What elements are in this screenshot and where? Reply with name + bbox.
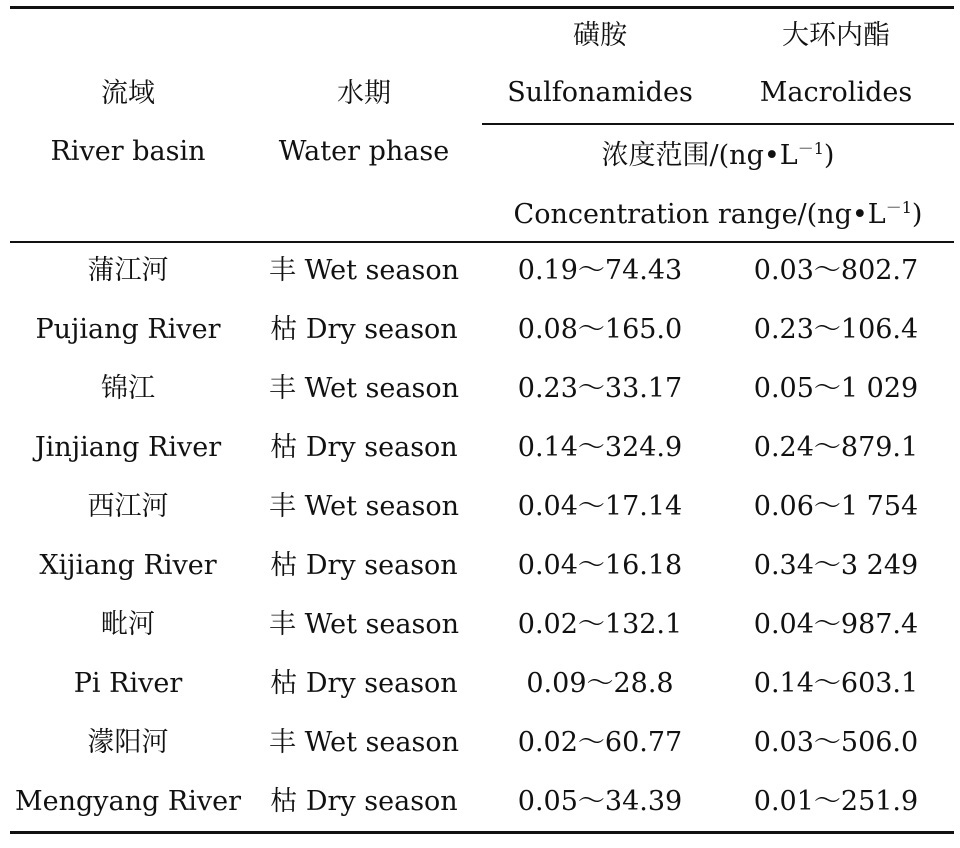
cell-macrolides: 0.03～802.7 bbox=[753, 255, 919, 286]
cell-basin: Pi River bbox=[73, 668, 183, 699]
header-range-cn-text: 浓度范围/(ng•L bbox=[601, 140, 798, 171]
header-range-cn-exponent: －1 bbox=[797, 139, 824, 158]
cell-phase: 丰 Wet season bbox=[269, 373, 459, 404]
header-sulfonamides-cn: 磺胺 bbox=[573, 20, 627, 51]
cell-macrolides: 0.24～879.1 bbox=[753, 432, 919, 463]
cell-basin: 西江河 bbox=[87, 491, 169, 522]
concentration-table bbox=[10, 6, 954, 838]
header-range-cn-close: ) bbox=[823, 140, 835, 171]
cell-sulfonamides: 0.04～16.18 bbox=[517, 550, 683, 581]
cell-phase: 枯 Dry season bbox=[270, 550, 458, 581]
cell-basin: 毗河 bbox=[101, 609, 155, 640]
cell-phase: 丰 Wet season bbox=[269, 609, 459, 640]
cell-sulfonamides: 0.05～34.39 bbox=[517, 786, 683, 817]
header-range-en bbox=[482, 199, 954, 231]
cell-phase: 枯 Dry season bbox=[270, 314, 458, 345]
header-range-en-close: ) bbox=[911, 199, 923, 230]
header-sub-rule bbox=[482, 123, 954, 125]
header-sulfonamides-en: Sulfonamides bbox=[507, 77, 693, 108]
header-phase-en: Water phase bbox=[278, 136, 450, 167]
cell-sulfonamides: 0.19～74.43 bbox=[517, 255, 683, 286]
cell-sulfonamides: 0.23～33.17 bbox=[517, 373, 683, 404]
cell-basin: 蒲江河 bbox=[87, 255, 169, 286]
header-bottom-rule bbox=[10, 241, 954, 243]
cell-sulfonamides: 0.04～17.14 bbox=[517, 491, 683, 522]
cell-sulfonamides: 0.02～132.1 bbox=[517, 609, 683, 640]
cell-sulfonamides: 0.02～60.77 bbox=[517, 727, 683, 758]
cell-macrolides: 0.04～987.4 bbox=[753, 609, 919, 640]
cell-phase: 枯 Dry season bbox=[270, 432, 458, 463]
cell-basin: Jinjiang River bbox=[34, 432, 222, 463]
cell-basin: Xijiang River bbox=[39, 550, 217, 581]
cell-macrolides: 0.01～251.9 bbox=[753, 786, 919, 817]
cell-macrolides: 0.34～3 249 bbox=[753, 550, 919, 581]
header-range-en-exponent: －1 bbox=[885, 198, 912, 217]
cell-phase: 丰 Wet season bbox=[269, 491, 459, 522]
cell-sulfonamides: 0.09～28.8 bbox=[526, 668, 674, 699]
header-range-cn bbox=[482, 140, 954, 172]
cell-phase: 枯 Dry season bbox=[270, 786, 458, 817]
table-top-rule bbox=[10, 6, 954, 9]
cell-sulfonamides: 0.08～165.0 bbox=[517, 314, 683, 345]
cell-basin: 锦江 bbox=[101, 373, 155, 404]
header-basin-cn: 流域 bbox=[101, 78, 155, 109]
cell-basin: 濛阳河 bbox=[87, 727, 169, 758]
cell-macrolides: 0.06～1 754 bbox=[753, 491, 919, 522]
cell-macrolides: 0.23～106.4 bbox=[753, 314, 919, 345]
header-phase-cn: 水期 bbox=[337, 78, 391, 109]
cell-phase: 枯 Dry season bbox=[270, 668, 458, 699]
header-range-en-text: Concentration range/(ng•L bbox=[513, 199, 886, 230]
cell-macrolides: 0.05～1 029 bbox=[753, 373, 919, 404]
cell-phase: 丰 Wet season bbox=[269, 255, 459, 286]
table-bottom-rule bbox=[10, 831, 954, 834]
cell-sulfonamides: 0.14～324.9 bbox=[517, 432, 683, 463]
header-macrolides-en: Macrolides bbox=[759, 77, 913, 108]
cell-basin: Pujiang River bbox=[35, 314, 221, 345]
header-macrolides-cn: 大环内酯 bbox=[782, 20, 890, 51]
cell-basin: Mengyang River bbox=[14, 786, 241, 817]
cell-phase: 丰 Wet season bbox=[269, 727, 459, 758]
cell-macrolides: 0.03～506.0 bbox=[753, 727, 919, 758]
cell-macrolides: 0.14～603.1 bbox=[753, 668, 919, 699]
header-basin-en: River basin bbox=[50, 136, 206, 167]
